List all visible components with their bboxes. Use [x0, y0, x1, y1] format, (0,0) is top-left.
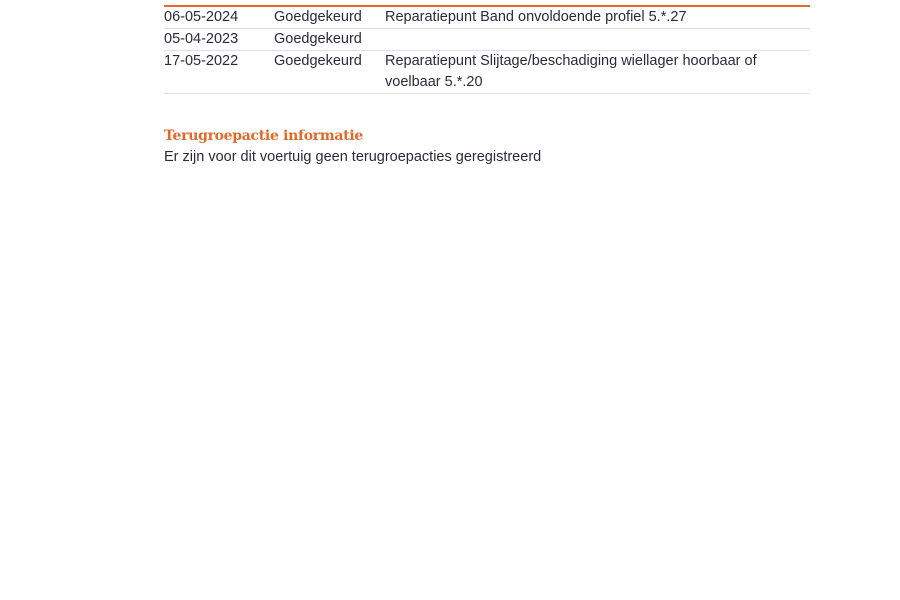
row-status: Goedgekeurd: [274, 53, 362, 69]
row-date: 05-04-2023: [164, 31, 239, 47]
recall-section: [164, 126, 810, 168]
table-row: [164, 29, 810, 51]
recall-title: Terugroepactie informatie: [164, 128, 363, 144]
row-status: Goedgekeurd: [274, 31, 362, 47]
row-status: Goedgekeurd: [274, 9, 362, 25]
table-body: [164, 7, 810, 94]
row-date: 06-05-2024: [164, 9, 239, 25]
table-row: [164, 7, 810, 29]
row-date: 17-05-2022: [164, 53, 239, 69]
row-description: Reparatiepunt Band onvoldoende profiel 5.*.27: [385, 9, 687, 25]
recall-text: Er zijn voor dit voertuig geen terugroepacties geregistreerd: [164, 149, 542, 165]
row-description: Reparatiepunt Slijtage/beschadiging wiellager hoorbaar of voelbaar 5.*.20: [385, 53, 757, 90]
table-row: [164, 51, 810, 94]
